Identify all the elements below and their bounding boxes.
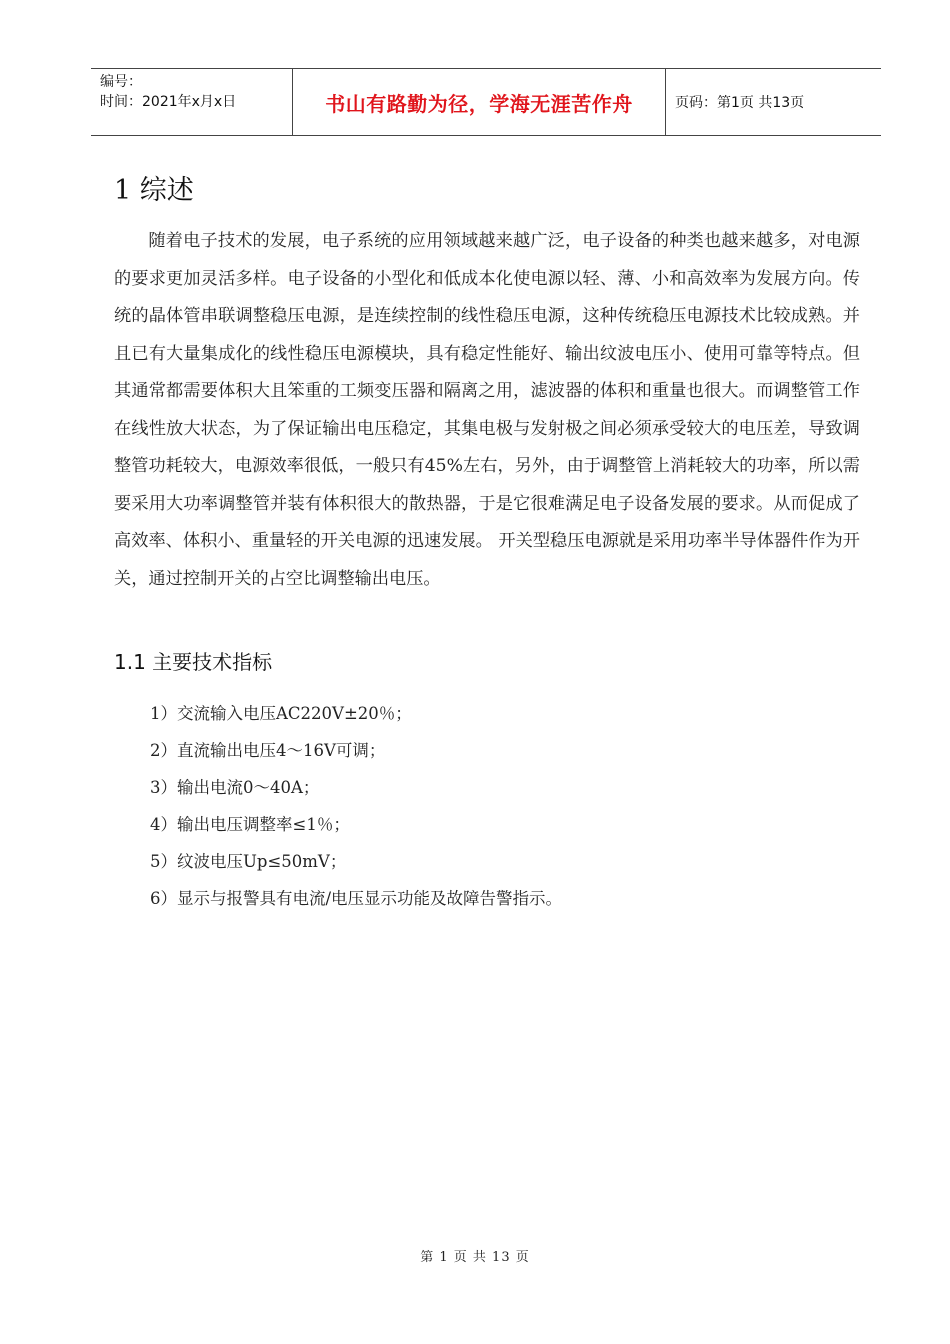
spec-item: 5）纹波电压Up≤50mV； [150, 852, 347, 871]
spec-list [150, 695, 562, 917]
spec-item: 4）输出电压调整率≤1％； [150, 815, 350, 834]
page-footer: 第 1 页 共 13 页 [420, 1250, 530, 1265]
header-table [91, 68, 881, 136]
document-time-label: 时间：2021年x月x日 [100, 94, 237, 110]
spec-item: 6）显示与报警具有电流/电压显示功能及故障告警指示。 [150, 889, 563, 908]
document-number-label: 编号： [100, 74, 142, 90]
spec-item: 2）直流输出电压4～16V可调； [150, 741, 386, 760]
section-heading: 1 综述 [114, 175, 194, 206]
section-paragraph: 随着电子技术的发展，电子系统的应用领域越来越广泛，电子设备的种类也越来越多，对电源的要求更加灵活多样。电子设备的小型化和低成本化使电源以轻、薄、小和高效率为发展方向。传统的晶体管串联调整稳压电源，是连续控制的线性稳压电源，这种传统稳压电源技术比较成熟。并且已有大量集成化的线性稳压电源模块，具有稳定性能好、输出纹波电压小、使用可靠等特点。但其通常都需要体积大且笨重的工频变压器和隔离之用，滤波器的体积和重量也很大。而调整管工作在线性放大状态，为了保证输出电压稳定，其集电极与发射极之间必须承受较大的电压差，导致调整管功耗较大，电源效率很低，一般只有45%左右，另外，由于调整管上消耗较大的功率，所以需要采用大功率调整管并装有体积很大的散热器，于是它很难满足电子设备发展的要求。从而促成了高效率、体积小、重量轻的开关电源的迅速发展。 开关型稳压电源就是采用功率半导体器件作为开关，通过控制开关的占空比调整输出电压。 [114, 231, 860, 589]
header-motto: 书山有路勤为径，学海无涯苦作舟 [293, 69, 666, 135]
spec-item: 1）交流输入电压AC220V±20％； [150, 704, 412, 723]
spec-item: 3）输出电流0～40A； [150, 778, 320, 797]
header-page-info: 页码：第1页 共13页 [675, 95, 805, 111]
subsection-heading: 1.1 主要技术指标 [114, 650, 273, 674]
header-meta-cell [91, 69, 293, 135]
